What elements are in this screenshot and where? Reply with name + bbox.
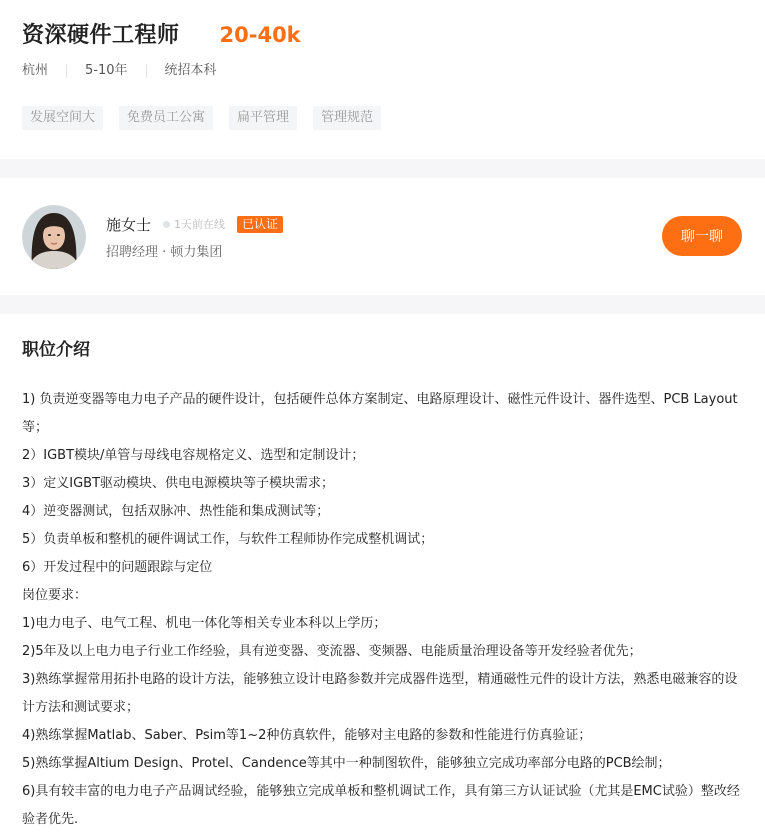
recruiter-name: 施女士 <box>106 215 152 234</box>
description-line: 岗位要求： <box>22 588 88 603</box>
benefit-tags <box>22 106 743 130</box>
description-line: 6）开发过程中的问题跟踪与定位 <box>22 560 213 575</box>
description-line: 4)熟练掌握Matlab、Saber、Psim等1~2种仿真软件，能够对主电路的参数和性能进行仿真验证； <box>22 728 592 743</box>
description-title: 职位介绍 <box>22 340 90 360</box>
status-dot-icon <box>163 221 170 228</box>
description-line: 2）IGBT模块/单管与母线电容规格定义、选型和定制设计； <box>22 448 365 463</box>
avatar-image <box>22 205 86 269</box>
description-line: 5)熟练掌握Altium Design、Protel、Candence等其中一种制图软件，能够独立完成功率部分电路的PCB绘制； <box>22 756 671 771</box>
description-line: 1)电力电子、电气工程、机电一体化等相关专业本科以上学历； <box>22 616 387 631</box>
salary: 20-40k <box>219 23 301 47</box>
description-line: 1) 负责逆变器等电力电子产品的硬件设计，包括硬件总体方案制定、电路原理设计、磁性元件设计、器件选型、PCB Layout等； <box>22 392 738 435</box>
description-line: 6)具有较丰富的电力电子产品调试经验，能够独立完成单板和整机调试工作，具有第三方认证试验（尤其是EMC试验）整改经验者优先. <box>22 784 740 827</box>
meta-education: 统招本科 <box>146 64 235 78</box>
description-line: 5）负责单板和整机的硬件调试工作，与软件工程师协作完成整机调试； <box>22 532 434 547</box>
description-line: 3）定义IGBT驱动模块、供电电源模块等子模块需求； <box>22 476 335 491</box>
recruiter-card <box>0 178 765 295</box>
job-meta <box>22 64 743 78</box>
benefit-tag: 扁平管理 <box>229 106 297 130</box>
chat-button[interactable]: 聊一聊 <box>662 216 742 256</box>
section-divider <box>0 295 765 314</box>
benefit-tag: 发展空间大 <box>22 106 103 130</box>
verified-badge: 已认证 <box>237 216 283 233</box>
avatar[interactable] <box>22 205 86 269</box>
recruiter-top-line <box>106 213 283 235</box>
description-body <box>22 386 744 834</box>
section-divider <box>0 159 765 178</box>
benefit-tag: 管理规范 <box>313 106 381 130</box>
description-line: 4）逆变器测试，包括双脉冲、热性能和集成测试等； <box>22 504 330 519</box>
online-status <box>163 216 225 232</box>
benefit-tag: 免费员工公寓 <box>119 106 213 130</box>
recruiter-title: 招聘经理 · 顿力集团 <box>106 245 223 260</box>
recruiter-info <box>106 213 283 260</box>
job-title: 资深硬件工程师 <box>22 23 180 48</box>
title-row <box>22 18 743 48</box>
meta-experience: 5-10年 <box>66 64 146 78</box>
online-status-text: 1天前在线 <box>174 218 226 231</box>
description-line: 2)5年及以上电力电子行业工作经验，具有逆变器、变流器、变频器、电能质量治理设备等开发经验者优先； <box>22 644 642 659</box>
job-header <box>0 0 765 159</box>
job-description <box>0 314 765 834</box>
description-line: 3)熟练掌握常用拓扑电路的设计方法，能够独立设计电路参数并完成器件选型，精通磁性元件的设计方法，熟悉电磁兼容的设计方法和测试要求； <box>22 672 738 715</box>
meta-location: 杭州 <box>22 63 49 78</box>
